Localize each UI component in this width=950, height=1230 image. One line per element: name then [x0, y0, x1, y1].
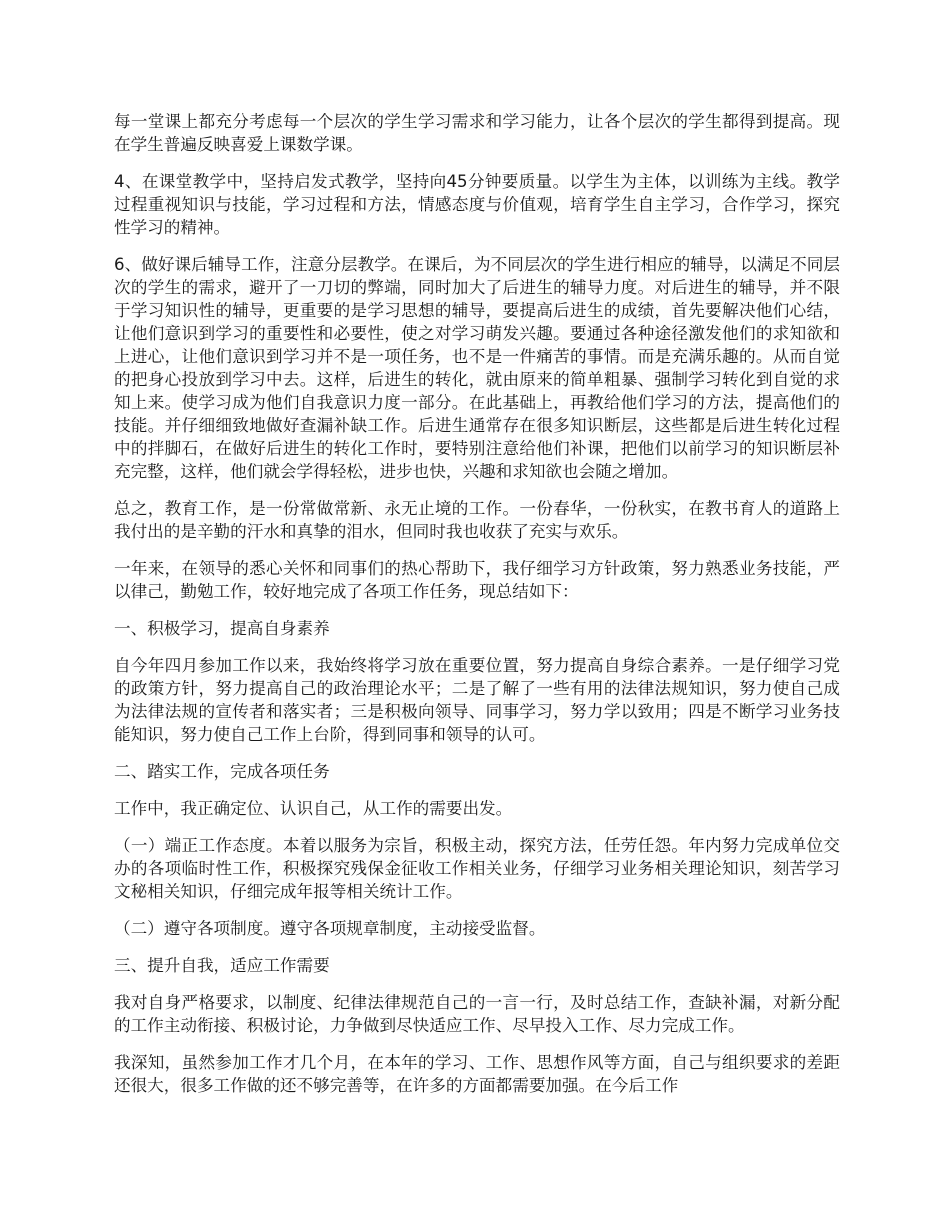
paragraph: 4、在课堂教学中，坚持启发式教学，坚持向45分钟要质量。以学生为主体，以训练为主线。教学过程重视知识与技能，学习过程和方法，情感态度与价值观，培育学生自主学习，合作学习，探究性学习的精神。	[114, 172, 840, 237]
paragraph: （一）端正工作态度。本着以服务为宗旨，积极主动，探究方法，任劳任怨。年内努力完成单位交办的各项临时性工作，积极探究残保金征收工作相关业务，仔细学习业务相关理论知识，刻苦学习文秘相关知识，仔细完成年报等相关统计工作。	[114, 836, 840, 901]
paragraph: 每一堂课上都充分考虑每一个层次的学生学习需求和学习能力，让各个层次的学生都得到提高。现在学生普遍反映喜爱上课数学课。	[114, 112, 840, 154]
section-heading: 一、积极学习，提高自身素养	[114, 619, 330, 638]
paragraph: 我深知，虽然参加工作才几个月，在本年的学习、工作、思想作风等方面，自己与组织要求的差距还很大，很多工作做的还不够完善等，在许多的方面都需要加强。在今后工作	[114, 1053, 840, 1095]
paragraph: 我对自身严格要求，以制度、纪律法律规范自己的一言一行，及时总结工作，查缺补漏，对新分配的工作主动衔接、积极讨论，力争做到尽快适应工作、尽早投入工作、尽力完成工作。	[114, 993, 840, 1035]
paragraph: 一年来，在领导的悉心关怀和同事们的热心帮助下，我仔细学习方针政策，努力熟悉业务技能，严以律己，勤勉工作，较好地完成了各项工作任务，现总结如下：	[114, 559, 840, 601]
paragraph: 工作中，我正确定位、认识自己，从工作的需要出发。	[114, 799, 513, 818]
document-page	[114, 110, 840, 1111]
section-heading: 三、提升自我，适应工作需要	[114, 956, 330, 975]
paragraph: （二）遵守各项制度。遵守各项规章制度，主动接受监督。	[114, 919, 546, 938]
paragraph: 总之，教育工作，是一份常做常新、永无止境的工作。一份春华，一份秋实，在教书育人的道路上我付出的是辛勤的汗水和真挚的泪水，但同时我也收获了充实与欢乐。	[114, 499, 840, 541]
paragraph: 6、做好课后辅导工作，注意分层教学。在课后，为不同层次的学生进行相应的辅导，以满足不同层次的学生的需求，避开了一刀切的弊端，同时加大了后进生的辅导力度。对后进生的辅导，并不限于学习知识性的辅导，更重要的是学习思想的辅导，要提高后进生的成绩，首先要解决他们心结，让他们意识到学习的重要性和必要性，使之对学习萌发兴趣。要通过各种途径激发他们的求知欲和上进心，让他们意识到学习并不是一项任务，也不是一件痛苦的事情。而是充满乐趣的。从而自觉的把身心投放到学习中去。这样，后进生的转化，就由原来的简单粗暴、强制学习转化到自觉的求知上来。使学习成为他们自我意识力度一部分。在此基础上，再教给他们学习的方法，提高他们的技能。并仔细细致地做好查漏补缺工作。后进生通常存在很多知识断层，这些都是后进生转化过程中的拌脚石，在做好后进生的转化工作时，要特别注意给他们补课，把他们以前学习的知识断层补充完整，这样，他们就会学得轻松，进步也快，兴趣和求知欲也会随之增加。	[114, 255, 840, 481]
section-heading: 二、踏实工作，完成各项任务	[114, 762, 330, 781]
paragraph: 自今年四月参加工作以来，我始终将学习放在重要位置，努力提高自身综合素养。一是仔细学习党的政策方针，努力提高自己的政治理论水平；二是了解了一些有用的法律法规知识，努力使自己成为法律法规的宣传者和落实者；三是积极向领导、同事学习，努力学以致用；四是不断学习业务技能知识，努力使自己工作上台阶，得到同事和领导的认可。	[114, 656, 840, 744]
